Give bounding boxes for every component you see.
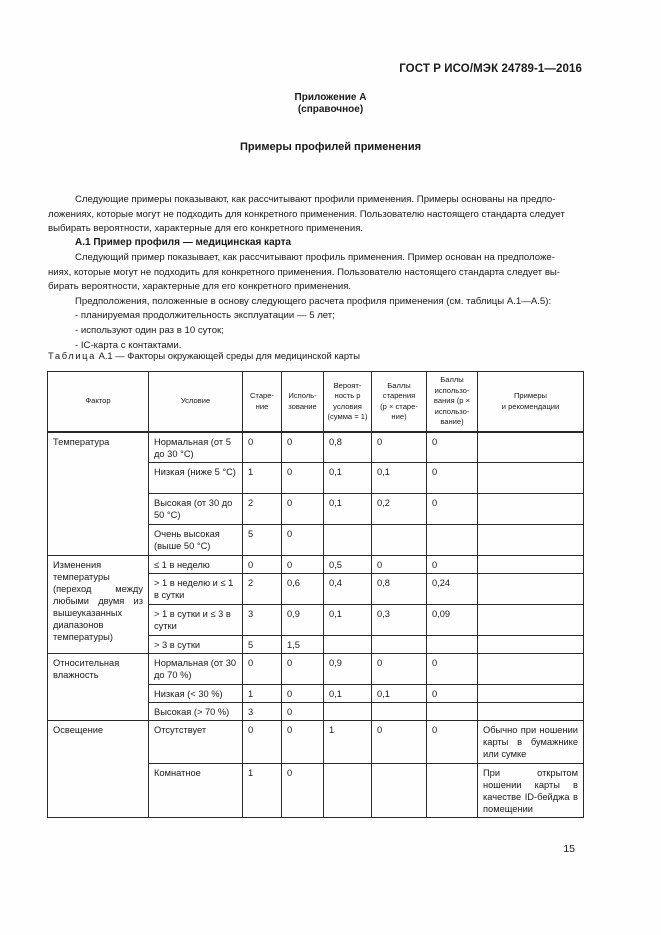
assumptions-intro: Предположения, положенные в основу следующего расчета профиля применения (см. таблицы А.1—А.5): <box>75 295 552 307</box>
appendix-subtitle: (справочное) <box>297 104 364 115</box>
aging-score-cell: 0 <box>372 432 427 463</box>
header-factor: Фактор <box>48 372 149 433</box>
condition-cell: Низкая (ниже 5 °C) <box>149 463 243 494</box>
aging-cell: 2 <box>243 574 282 605</box>
aging-score-cell: 0 <box>372 721 427 764</box>
probability-cell: 1 <box>324 721 372 764</box>
usage-score-cell: 0 <box>427 494 478 525</box>
aging-cell: 0 <box>243 432 282 463</box>
header-aging: Старе- ние <box>243 372 282 433</box>
aging-cell: 0 <box>243 721 282 764</box>
assumption-item: - IC-карта с контактами. <box>75 339 182 351</box>
intro-line: выбирать вероятности, характерные для его конкретного применения. <box>48 223 364 235</box>
note-cell <box>478 654 584 685</box>
usage-cell: 0 <box>282 685 324 703</box>
aging-cell: 1 <box>243 463 282 494</box>
aging-score-cell: 0,1 <box>372 685 427 703</box>
aging-cell: 5 <box>243 636 282 654</box>
probability-cell: 0,8 <box>324 432 372 463</box>
table-row <box>48 654 584 685</box>
section-body <box>48 251 583 353</box>
note-cell <box>478 463 584 494</box>
usage-score-cell: 0 <box>427 432 478 463</box>
condition-cell: > 1 в неделю и ≤ 1 в сутки <box>149 574 243 605</box>
usage-score-cell: 0 <box>427 463 478 494</box>
table-row <box>48 432 584 463</box>
aging-cell: 0 <box>243 556 282 574</box>
note-cell <box>478 703 584 721</box>
usage-cell: 0 <box>282 703 324 721</box>
condition-cell: Отсутствует <box>149 721 243 764</box>
probability-cell <box>324 703 372 721</box>
factor-cell: Относительная влажность <box>48 654 149 721</box>
aging-score-cell: 0,1 <box>372 463 427 494</box>
table-caption-label: Таблица <box>48 350 96 361</box>
table-header-row <box>48 372 584 433</box>
usage-cell: 0 <box>282 764 324 818</box>
condition-cell: Высокая (> 70 %) <box>149 703 243 721</box>
aging-cell: 1 <box>243 764 282 818</box>
header-usage: Исполь- зование <box>282 372 324 433</box>
usage-score-cell <box>427 703 478 721</box>
usage-score-cell: 0 <box>427 685 478 703</box>
intro-line: Следующие примеры показывают, как рассчитывают профили применения. Примеры основаны на предпо- <box>75 194 556 205</box>
usage-cell: 0 <box>282 432 324 463</box>
probability-cell <box>324 636 372 654</box>
aging-score-cell <box>372 703 427 721</box>
probability-cell: 0,1 <box>324 463 372 494</box>
note-cell <box>478 556 584 574</box>
header-usage-score: Баллы использо- вания (p × использо- вание) <box>427 372 478 433</box>
usage-score-cell <box>427 636 478 654</box>
assumption-item: - планируемая продолжительность эксплуатации — 5 лет; <box>75 310 335 322</box>
aging-score-cell <box>372 636 427 654</box>
condition-cell: Высокая (от 30 до 50 °C) <box>149 494 243 525</box>
note-cell <box>478 636 584 654</box>
document-title: Примеры профилей применения <box>239 141 422 153</box>
aging-cell: 5 <box>243 525 282 556</box>
appendix-title: Приложение А <box>294 92 367 103</box>
probability-cell: 0,1 <box>324 494 372 525</box>
probability-cell: 0,4 <box>324 574 372 605</box>
appendix-heading <box>0 92 661 116</box>
probability-cell: 0,9 <box>324 654 372 685</box>
probability-cell: 0,1 <box>324 685 372 703</box>
header-probability: Вероят- ность p условия (сумма = 1) <box>324 372 372 433</box>
usage-cell: 0 <box>282 654 324 685</box>
usage-cell: 0 <box>282 494 324 525</box>
usage-cell: 1,5 <box>282 636 324 654</box>
note-cell <box>478 432 584 463</box>
note-cell: При открытом ношении карты в качестве ID-бейджа в помещении <box>478 764 584 818</box>
page-number: 15 <box>563 843 575 855</box>
header-condition: Условие <box>149 372 243 433</box>
usage-cell: 0 <box>282 525 324 556</box>
environment-factors-table <box>47 371 584 818</box>
aging-score-cell: 0 <box>372 556 427 574</box>
aging-cell: 1 <box>243 685 282 703</box>
note-cell <box>478 494 584 525</box>
section-line: бирать вероятности, характерные для его конкретного применения. <box>48 281 352 293</box>
usage-score-cell: 0 <box>427 721 478 764</box>
table-caption <box>48 350 360 361</box>
table-row <box>48 556 584 574</box>
note-cell <box>478 525 584 556</box>
condition-cell: Нормальная (от 30 до 70 %) <box>149 654 243 685</box>
header-examples: Примеры и рекомендации <box>478 372 584 433</box>
probability-cell: 0,5 <box>324 556 372 574</box>
intro-paragraph <box>48 193 583 237</box>
note-cell <box>478 605 584 636</box>
note-cell: Обычно при ношении карты в бумажнике или сумке <box>478 721 584 764</box>
assumption-item: - используют один раз в 10 суток; <box>75 324 224 336</box>
aging-score-cell <box>372 764 427 818</box>
aging-score-cell <box>372 525 427 556</box>
aging-score-cell: 0,8 <box>372 574 427 605</box>
factor-cell: Освещение <box>48 721 149 818</box>
usage-score-cell: 0,09 <box>427 605 478 636</box>
aging-score-cell: 0,3 <box>372 605 427 636</box>
note-cell <box>478 574 584 605</box>
usage-cell: 0,6 <box>282 574 324 605</box>
factor-cell: Изменения температуры (переход между любыми двумя из вышеуказанных диапазонов температуры) <box>48 556 149 654</box>
usage-cell: 0 <box>282 463 324 494</box>
aging-cell: 3 <box>243 703 282 721</box>
probability-cell: 0,1 <box>324 605 372 636</box>
section-line: Следующий пример показывает, как рассчитывают профиль применения. Пример основан на предположе- <box>75 252 555 263</box>
standard-number: ГОСТ Р ИСО/МЭК 24789-1—2016 <box>399 63 582 75</box>
usage-score-cell <box>427 764 478 818</box>
condition-cell: > 3 в сутки <box>149 636 243 654</box>
section-heading: А.1 Пример профиля — медицинская карта <box>75 237 292 248</box>
probability-cell <box>324 764 372 818</box>
condition-cell: Комнатное <box>149 764 243 818</box>
aging-cell: 2 <box>243 494 282 525</box>
usage-cell: 0 <box>282 556 324 574</box>
aging-score-cell: 0,2 <box>372 494 427 525</box>
usage-score-cell: 0,24 <box>427 574 478 605</box>
probability-cell <box>324 525 372 556</box>
usage-cell: 0,9 <box>282 605 324 636</box>
usage-cell: 0 <box>282 721 324 764</box>
table-caption-text: А.1 — Факторы окружающей среды для медицинской карты <box>95 350 360 361</box>
aging-cell: 0 <box>243 654 282 685</box>
section-line: ниях, которые могут не подходить для конкретного применения. Пользователю настоящего стандарта следует вы- <box>48 266 561 278</box>
usage-score-cell: 0 <box>427 556 478 574</box>
header-aging-score: Баллы старения (p × старе- ние) <box>372 372 427 433</box>
condition-cell: Низкая (< 30 %) <box>149 685 243 703</box>
note-cell <box>478 685 584 703</box>
usage-score-cell <box>427 525 478 556</box>
aging-score-cell: 0 <box>372 654 427 685</box>
aging-cell: 3 <box>243 605 282 636</box>
condition-cell: > 1 в сутки и ≤ 3 в сутки <box>149 605 243 636</box>
usage-score-cell: 0 <box>427 654 478 685</box>
table-row <box>48 721 584 764</box>
condition-cell: ≤ 1 в неделю <box>149 556 243 574</box>
condition-cell: Очень высокая (выше 50 °C) <box>149 525 243 556</box>
intro-line: ложениях, которые могут не подходить для конкретного применения. Пользователю настоящего стандарта следует <box>48 208 565 220</box>
factor-cell: Температура <box>48 432 149 556</box>
condition-cell: Нормальная (от 5 до 30 °C) <box>149 432 243 463</box>
